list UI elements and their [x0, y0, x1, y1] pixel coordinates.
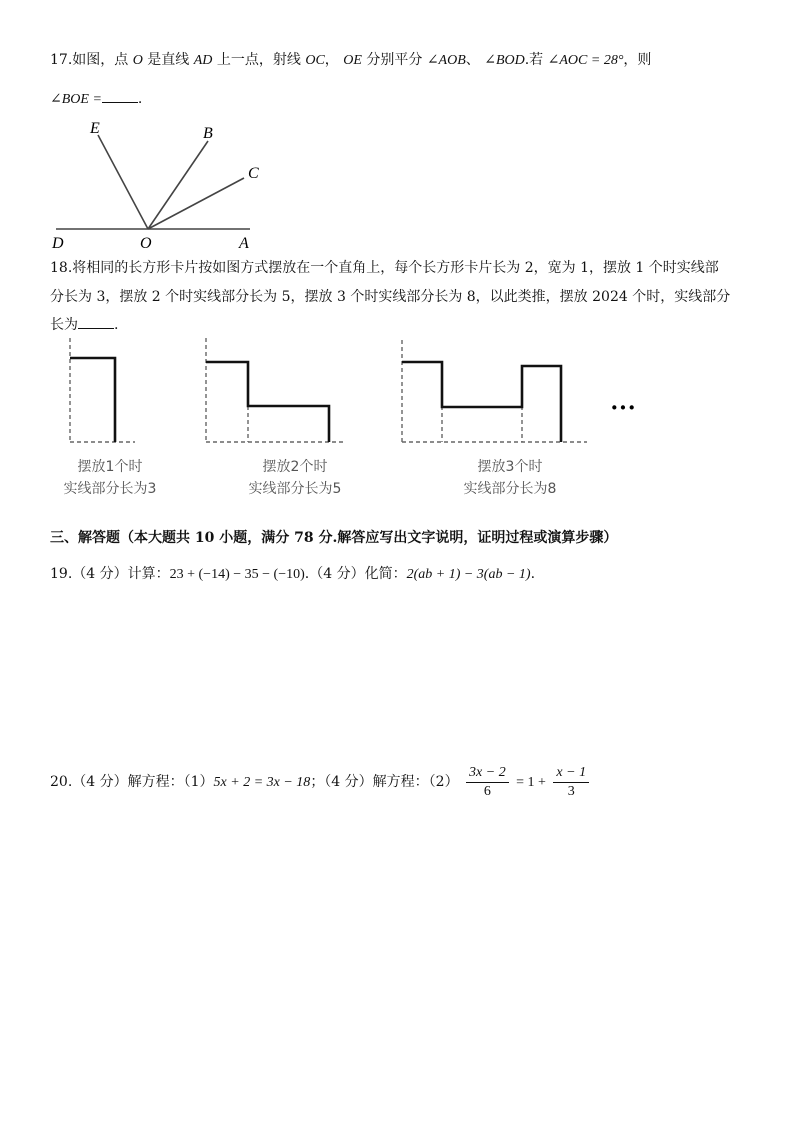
ray-ob	[148, 141, 208, 229]
answer-blank	[78, 314, 114, 329]
label-o: O	[140, 235, 152, 252]
label-e: E	[90, 120, 100, 137]
ellipsis: ···	[610, 393, 637, 422]
q17-line1: 17.如图，点 O 是直线 AD 上一点，射线 OC， OE 分别平分 ∠AOB、 ∠BOD.若 ∠AOC = 28°，则	[50, 52, 652, 68]
cards-figure	[0, 330, 794, 455]
caption-1: 摆放1个时 实线部分长为3	[63, 459, 157, 497]
label-c: C	[248, 165, 259, 182]
ray-oc	[148, 178, 244, 229]
label-a: A	[239, 235, 249, 252]
answer-blank	[102, 88, 138, 103]
panel-3	[402, 340, 587, 442]
label-d: D	[52, 235, 64, 252]
label-b: B	[203, 125, 213, 142]
q20-line: 20.（4 分）解方程：（1）5x + 2 = 3x − 18；（4 分）解方程：（2） $\frac{3x - 2}{6}$ = 1 + $\frac{x - 1}{3}$	[50, 762, 592, 804]
q17-line2: ∠BOE = .	[50, 88, 142, 110]
ray-oe	[98, 135, 148, 229]
fraction-left: $\frac{3x - 2}{6}$	[466, 764, 509, 801]
panel-2	[206, 338, 346, 442]
section-heading: 三、解答题（本大题共 10 小题，满分 78 分.解答应写出文字说明，证明过程或演算步骤）	[50, 530, 618, 546]
angle-figure	[40, 110, 280, 252]
q19-line: 19.（4 分）计算：23 + (−14) − 35 − (−10).（4 分）化简：2(ab + 1) − 3(ab − 1).	[50, 566, 536, 582]
q18-line2: 分长为 3，摆放 2 个时实线部分长为 5，摆放 3 个时实线部分长为 8，以此类推，摆放 2024 个时，实线部分	[50, 289, 731, 305]
fraction-right: $\frac{x - 1}{3}$	[553, 764, 589, 801]
caption-3: 摆放3个时 实线部分长为8	[463, 459, 557, 497]
panel-1	[70, 338, 135, 442]
caption-2: 摆放2个时 实线部分长为5	[248, 459, 342, 497]
q18-line3: 长为 .	[50, 314, 118, 335]
q18-line1: 18.将相同的长方形卡片按如图方式摆放在一个直角上，每个长方形卡片长为 2，宽为 1，摆放 1 个时实线部	[50, 260, 719, 276]
